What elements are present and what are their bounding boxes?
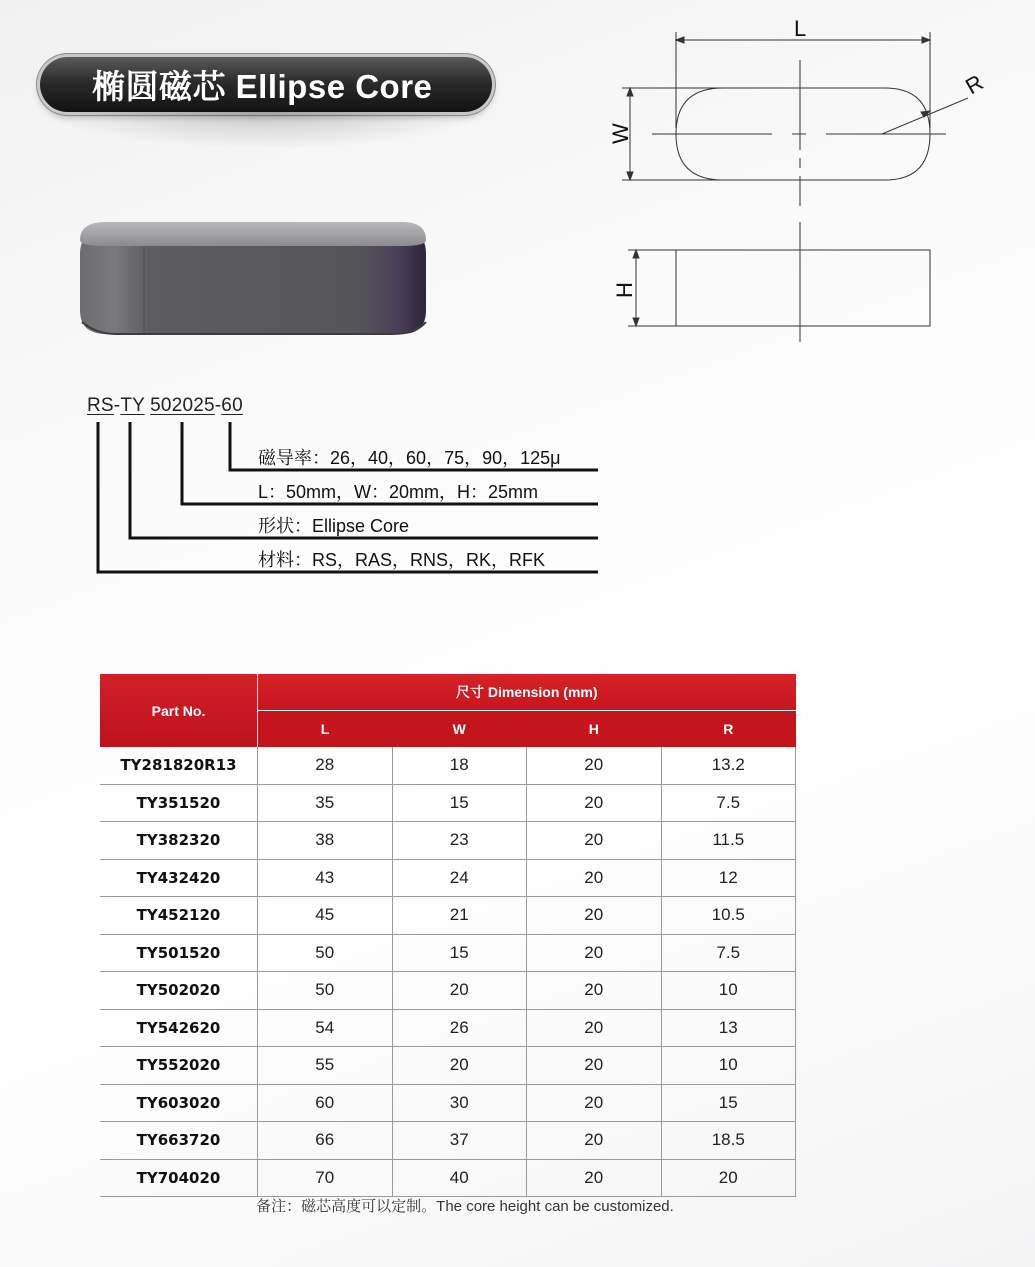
banner-shadow — [30, 112, 500, 152]
cell-W: 21 — [392, 897, 527, 935]
part-number-cell: TY501520 — [100, 934, 258, 972]
table-row — [100, 747, 796, 784]
table-row — [100, 1122, 796, 1160]
header-W: W — [392, 711, 527, 748]
part-number-cell: TY432420 — [100, 859, 258, 897]
cell-H: 20 — [527, 1122, 662, 1160]
table-row — [100, 1084, 796, 1122]
code-shape: TY — [120, 395, 145, 416]
table-row — [100, 897, 796, 935]
cell-L: 28 — [258, 747, 393, 784]
page-title: 椭圆磁芯 Ellipse Core — [92, 68, 433, 105]
cell-W: 20 — [392, 1047, 527, 1085]
part-number-cell: TY552020 — [100, 1047, 258, 1085]
cell-R: 10 — [661, 1047, 796, 1085]
cell-L: 55 — [258, 1047, 393, 1085]
table-row — [100, 972, 796, 1010]
part-number-cell: TY382320 — [100, 822, 258, 860]
cell-R: 13.2 — [661, 747, 796, 784]
code-separator: - — [214, 395, 222, 416]
part-number-cell: TY502020 — [100, 972, 258, 1010]
cell-W: 37 — [392, 1122, 527, 1160]
footnote: 备注：磁芯高度可以定制。The core height can be customized. — [256, 1198, 674, 1215]
cell-H: 20 — [527, 1009, 662, 1047]
cell-L: 60 — [258, 1084, 393, 1122]
cell-H: 20 — [527, 747, 662, 784]
cell-R: 15 — [661, 1084, 796, 1122]
part-number-cell: TY663720 — [100, 1122, 258, 1160]
part-number-cell: TY542620 — [100, 1009, 258, 1047]
dimension-table — [100, 674, 796, 1197]
cell-L: 50 — [258, 934, 393, 972]
cell-R: 20 — [661, 1159, 796, 1197]
cell-H: 20 — [527, 972, 662, 1010]
table-row — [100, 859, 796, 897]
cell-H: 20 — [527, 1084, 662, 1122]
cell-W: 15 — [392, 934, 527, 972]
cell-R: 13 — [661, 1009, 796, 1047]
code-permeability: 60 — [221, 395, 243, 416]
cell-H: 20 — [527, 1159, 662, 1197]
header-part-no: Part No. — [100, 674, 258, 747]
table-row — [100, 1047, 796, 1085]
part-code-breakdown — [80, 392, 620, 582]
cell-L: 43 — [258, 859, 393, 897]
spec-material: 材料：RS，RAS，RNS，RK，RFK — [258, 550, 546, 570]
cell-R: 10 — [661, 972, 796, 1010]
part-number-cell: TY452120 — [100, 897, 258, 935]
cell-H: 20 — [527, 934, 662, 972]
page-title-banner — [40, 57, 492, 112]
cell-L: 38 — [258, 822, 393, 860]
cell-W: 24 — [392, 859, 527, 897]
dimension-drawing — [600, 10, 1000, 350]
cell-L: 54 — [258, 1009, 393, 1047]
cell-L: 45 — [258, 897, 393, 935]
code-size: 502025 — [150, 395, 215, 416]
header-L: L — [258, 711, 393, 748]
cell-W: 20 — [392, 972, 527, 1010]
label-W: W — [608, 123, 633, 144]
part-number-cell: TY281820R13 — [100, 747, 258, 784]
part-number-cell: TY603020 — [100, 1084, 258, 1122]
cell-W: 23 — [392, 822, 527, 860]
cell-H: 20 — [527, 822, 662, 860]
label-R: R — [961, 69, 988, 100]
cell-R: 7.5 — [661, 784, 796, 822]
ellipse-core-image — [76, 218, 432, 340]
spec-dimensions: L：50mm，W：20mm，H：25mm — [258, 482, 539, 502]
cell-R: 7.5 — [661, 934, 796, 972]
cell-L: 50 — [258, 972, 393, 1010]
cell-W: 15 — [392, 784, 527, 822]
cell-L: 35 — [258, 784, 393, 822]
table-row — [100, 1159, 796, 1197]
cell-R: 11.5 — [661, 822, 796, 860]
cell-R: 10.5 — [661, 897, 796, 935]
code-separator: - — [113, 395, 121, 416]
cell-W: 40 — [392, 1159, 527, 1197]
header-R: R — [661, 711, 796, 748]
cell-W: 26 — [392, 1009, 527, 1047]
spec-permeability: 磁导率：26，40，60，75，90，125μ — [258, 448, 561, 468]
cell-H: 20 — [527, 859, 662, 897]
table-row — [100, 822, 796, 860]
code-material: RS — [87, 395, 114, 416]
cell-L: 66 — [258, 1122, 393, 1160]
header-dimension: 尺寸 Dimension (mm) — [258, 674, 796, 711]
table-row — [100, 1009, 796, 1047]
cell-W: 30 — [392, 1084, 527, 1122]
part-number-cell: TY351520 — [100, 784, 258, 822]
cell-H: 20 — [527, 897, 662, 935]
cell-L: 70 — [258, 1159, 393, 1197]
label-L: L — [794, 16, 807, 41]
spec-shape: 形状：Ellipse Core — [258, 516, 410, 536]
part-number-cell: TY704020 — [100, 1159, 258, 1197]
cell-R: 18.5 — [661, 1122, 796, 1160]
header-H: H — [527, 711, 662, 748]
cell-H: 20 — [527, 1047, 662, 1085]
cell-R: 12 — [661, 859, 796, 897]
cell-W: 18 — [392, 747, 527, 784]
cell-H: 20 — [527, 784, 662, 822]
table-row — [100, 784, 796, 822]
label-H: H — [612, 282, 637, 298]
table-row — [100, 934, 796, 972]
